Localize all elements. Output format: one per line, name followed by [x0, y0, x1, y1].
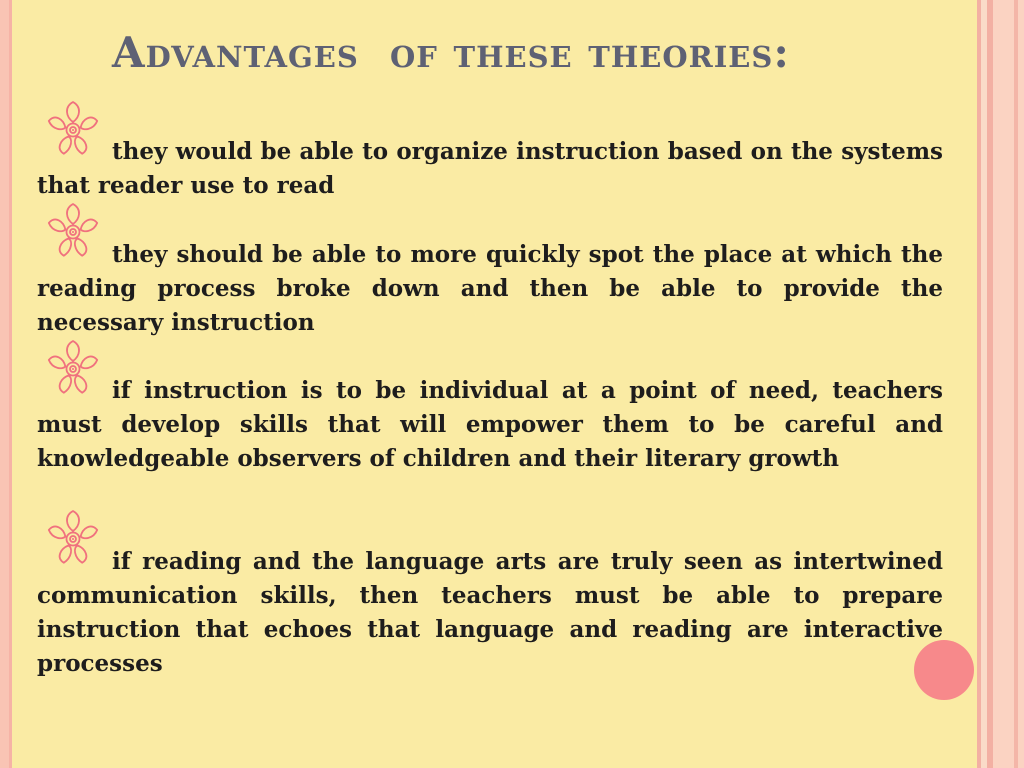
right-border-line-3	[1014, 0, 1018, 768]
bullet-text: they should be able to more quickly spot the place at which the reading process broke down and then be able to provide the necessary instruction	[37, 241, 943, 336]
bullet-text: they would be able to organize instruction based on the systems that reader use to read	[37, 138, 943, 199]
right-border-stripe	[993, 0, 1024, 768]
bullet-text: if instruction is to be individual at a point of need, teachers must develop skills that will empower them to be careful and knowledgeable observers of children and their literary growth	[37, 377, 943, 472]
left-border-line	[9, 0, 12, 768]
slide-title: Advantages of these theories:	[112, 28, 790, 77]
left-border-stripe	[0, 0, 9, 768]
bullet-text: if reading and the language arts are truly seen as intertwined communication skills, then teachers must be able to prepare instruction that echoes that language and reading are interactive processes	[37, 548, 943, 677]
